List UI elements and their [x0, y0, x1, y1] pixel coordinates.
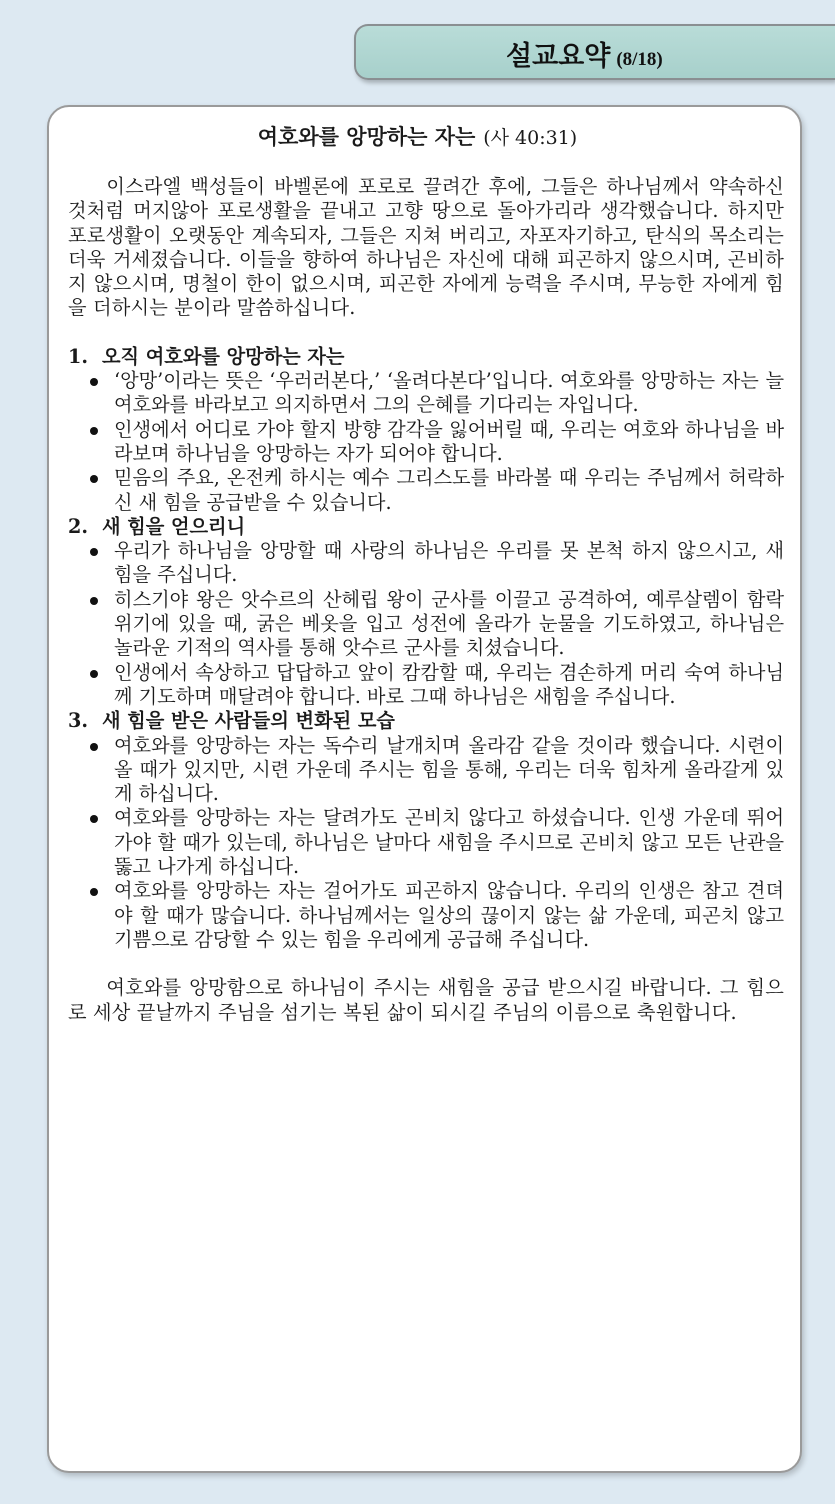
bullet-icon — [90, 427, 98, 435]
bullet-text: 히스기야 왕은 앗수르의 산헤립 왕이 군사를 이끌고 공격하여, 예루살렘이 함락 위기에 있을 때, 굵은 베옷을 입고 성전에 올라가 눈물을 기도하였고, 하나님은 놀라운 기적의 역사를 통해 앗수르 군사를 치셨습니다. — [114, 587, 784, 660]
bullet-icon — [90, 815, 98, 823]
list-item — [68, 369, 784, 418]
bullet-icon — [90, 548, 98, 556]
bullet-text: 여호와를 앙망하는 자는 달려가도 곤비치 않다고 하셨습니다. 인생 가운데 뛰어가야 할 때가 있는데, 하나님은 날마다 새힘을 주시므로 곤비치 않고 모든 난관을 뚫고 나가게 하십니다. — [114, 806, 784, 879]
list-item — [68, 539, 784, 588]
section-1 — [68, 345, 784, 515]
section-heading-text: 새 힘을 얻으리니 — [102, 514, 246, 538]
list-item — [68, 418, 784, 467]
list-item — [68, 806, 784, 879]
sermon-body — [68, 175, 784, 1025]
section-2 — [68, 515, 784, 709]
page-indicator: (8/18) — [616, 49, 663, 70]
bullet-text: ‘앙망’이라는 뜻은 ‘우러러본다,’ ‘올려다본다’입니다. 여호와를 앙망하는 자는 늘 여호와를 바라보고 의지하면서 그의 은혜를 기다리는 자입니다. — [114, 369, 784, 417]
section-number: 3. — [68, 709, 89, 733]
bullet-icon — [90, 475, 98, 483]
bullet-icon — [90, 670, 98, 678]
section-heading-text: 새 힘을 받은 사람들의 변화된 모습 — [102, 709, 395, 733]
bullet-list — [68, 539, 784, 709]
section-number: 1. — [68, 344, 89, 368]
scripture-reference: (사 40:31) — [483, 127, 578, 149]
bullet-icon — [90, 743, 98, 751]
bullet-text: 인생에서 어디로 가야 할지 방향 감각을 잃어버릴 때, 우리는 여호와 하나님을 바라보며 하나님을 앙망하는 자가 되어야 합니다. — [114, 417, 784, 465]
closing-paragraph: 여호와를 앙망함으로 하나님이 주시는 새힘을 공급 받으시길 바랍니다. 그 힘으로 세상 끝날까지 주님을 섬기는 복된 삶이 되시길 주님의 이름으로 축원합니다. — [68, 976, 784, 1024]
section-heading — [68, 515, 784, 539]
bullet-icon — [90, 597, 98, 605]
list-item — [68, 588, 784, 661]
list-item — [68, 661, 784, 710]
list-item — [68, 466, 784, 515]
section-heading — [68, 709, 784, 733]
list-item — [68, 734, 784, 807]
bullet-list — [68, 369, 784, 515]
section-3 — [68, 709, 784, 952]
page-title — [506, 34, 663, 73]
section-heading-text: 오직 여호와를 앙망하는 자는 — [102, 344, 345, 368]
bullet-icon — [90, 888, 98, 896]
section-number: 2. — [68, 514, 89, 538]
bullet-text: 여호와를 앙망하는 자는 걸어가도 피곤하지 않습니다. 우리의 인생은 참고 견뎌야 할 때가 많습니다. 하나님께서는 일상의 끊이지 않는 삶 가운데, 피곤치 않고 기쁨으로 감당할 수 있는 힘을 우리에게 공급해 주십니다. — [114, 879, 784, 951]
sermon-title-line — [0, 121, 835, 151]
sermon-title: 여호와를 앙망하는 자는 — [257, 124, 476, 149]
section-heading — [68, 345, 784, 369]
intro-paragraph: 이스라엘 백성들이 바벨론에 포로로 끌려간 후에, 그들은 하나님께서 약속하신 것처럼 머지않아 포로생활을 끝내고 고향 땅으로 돌아가리라 생각했습니다. 하지만 포로생활이 오랫동안 계속되자, 그들은 지쳐 버리고, 자포자기하고, 탄식의 목소리는 더욱 거세졌습니다. 이들을 향하여 하나님은 자신에 대해 피곤하지 않으시며, 곤비하지 않으시며, 명철이 한이 없으시며, 피곤한 자에게 능력을 주시며, 무능한 자에게 힘을 더하시는 분이라 말씀하십니다. — [68, 175, 784, 320]
bullet-text: 믿음의 주요, 온전케 하시는 예수 그리스도를 바라볼 때 우리는 주님께서 허락하신 새 힘을 공급받을 수 있습니다. — [114, 466, 784, 514]
bullet-text: 우리가 하나님을 앙망할 때 사랑의 하나님은 우리를 못 본척 하지 않으시고, 새 힘을 주십니다. — [114, 539, 784, 587]
bullet-list — [68, 734, 784, 953]
bullet-text: 인생에서 속상하고 답답하고 앞이 캄캄할 때, 우리는 겸손하게 머리 숙여 하나님께 기도하며 매달려야 합니다. 바로 그때 하나님은 새힘을 주십니다. — [114, 660, 784, 708]
bullet-text: 여호와를 앙망하는 자는 독수리 날개치며 올라감 같을 것이라 했습니다. 시련이 올 때가 있지만, 시련 가운데 주시는 힘을 통해, 우리는 더욱 힘차게 올라갈게 있게 하십니다. — [114, 733, 784, 806]
list-item — [68, 879, 784, 952]
bullet-icon — [90, 378, 98, 386]
header-title: 설교요약 — [506, 41, 611, 72]
header-tab — [354, 24, 835, 80]
